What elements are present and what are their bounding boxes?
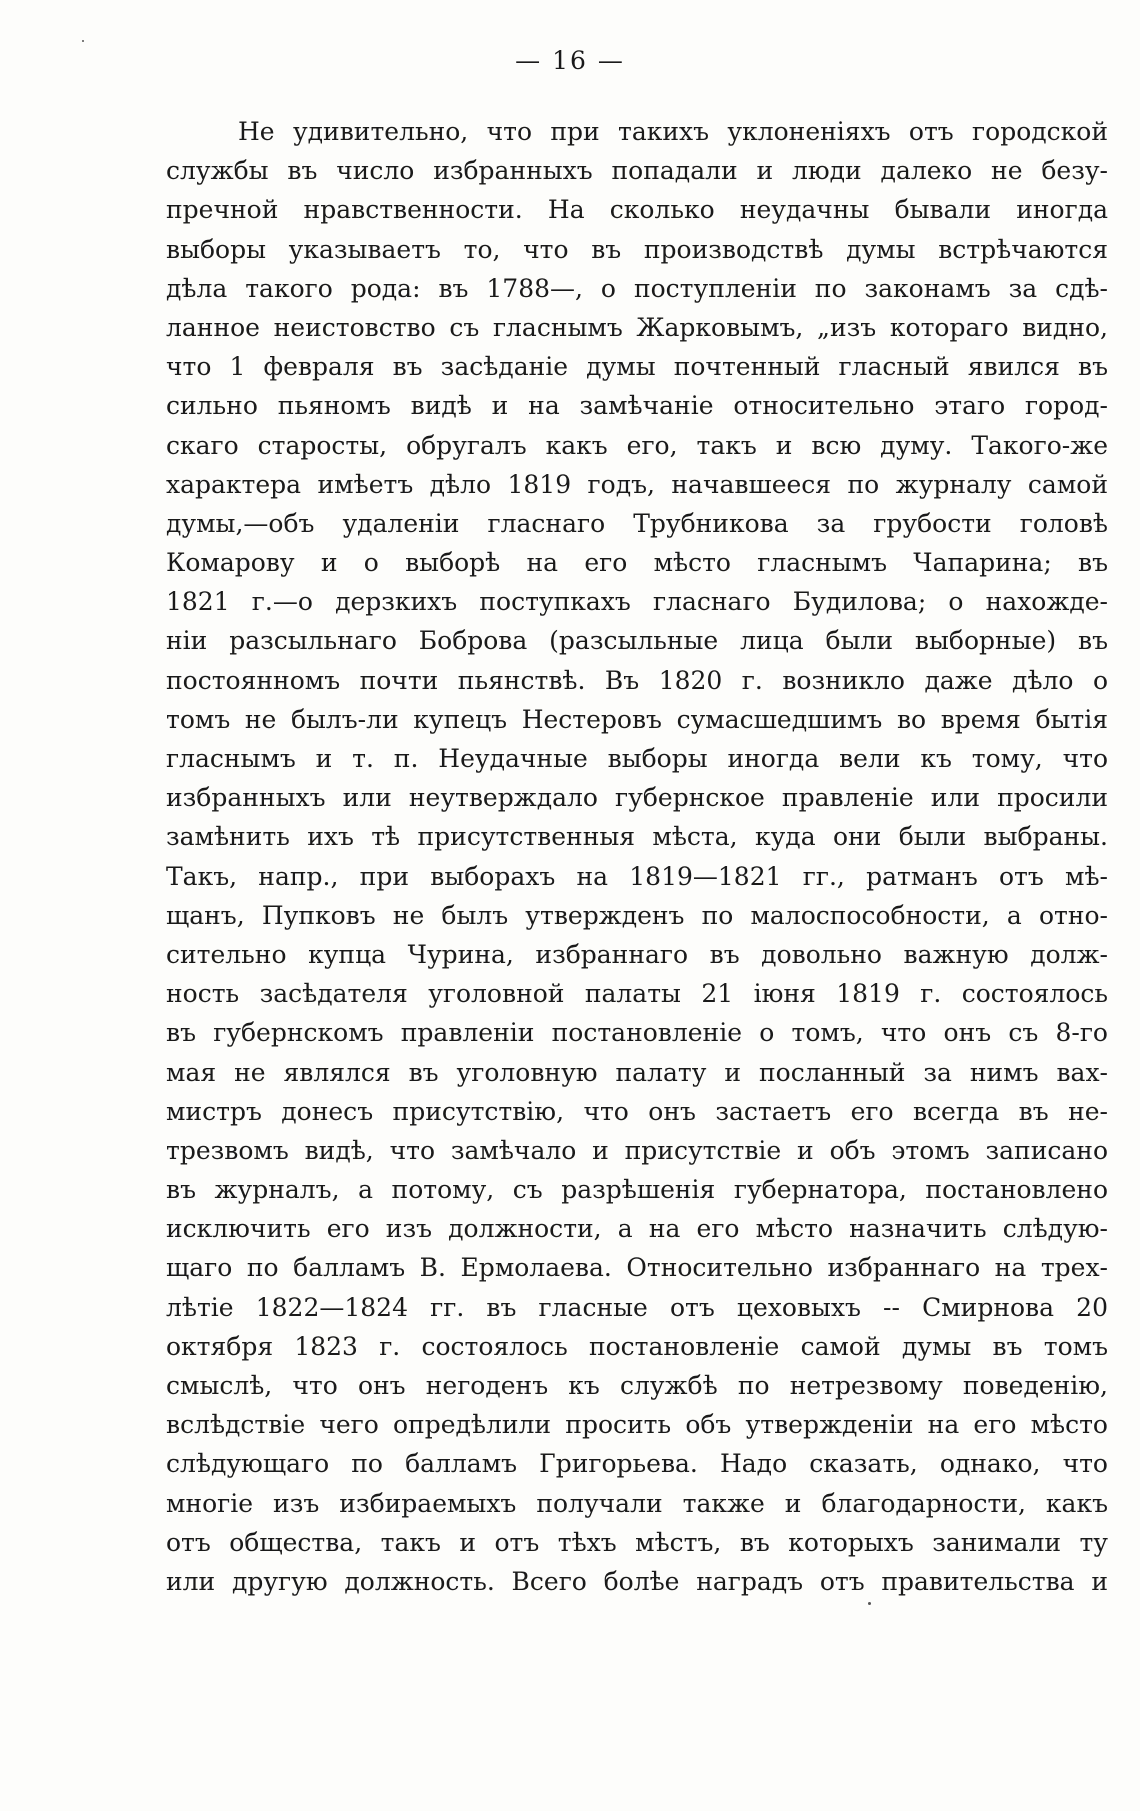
text-line: что 1 февраля въ засѣданіе думы почтенный гласный явился въ xyxy=(166,352,1108,382)
text-line: томъ не былъ-ли купецъ Нестеровъ сумасшедшимъ во время бытія xyxy=(166,704,1108,734)
page-number: — 16 — xyxy=(515,46,625,75)
text-line: въ журналъ, а потому, съ разрѣшенія губернатора, постановлено xyxy=(166,1175,1108,1205)
text-line: исключить его изъ должности, а на его мѣсто назначить слѣдую- xyxy=(166,1214,1108,1244)
text-line: думы,—объ удаленіи гласнаго Трубникова за грубости головѣ xyxy=(166,508,1108,538)
text-line: службы въ число избранныхъ попадали и люди далеко не безу- xyxy=(166,156,1108,186)
text-line: сительно купца Чурина, избраннаго въ довольно важную долж- xyxy=(166,939,1108,969)
text-line: пречной нравственности. На сколько неудачны бывали иногда xyxy=(166,195,1108,225)
text-line: замѣнить ихъ тѣ присутственныя мѣста, куда они были выбраны. xyxy=(166,822,1108,852)
text-line: постоянномъ почти пьянствѣ. Въ 1820 г. возникло даже дѣло о xyxy=(166,665,1108,695)
text-line: сильно пьяномъ видѣ и на замѣчаніе относительно этаго город- xyxy=(166,391,1108,421)
text-line: вслѣдствіе чего опредѣлили просить объ утвержденіи на его мѣсто xyxy=(166,1410,1108,1440)
scan-speck xyxy=(82,40,84,42)
body-text xyxy=(166,112,1108,1601)
text-line: Не удивительно, что при такихъ уклоненіяхъ отъ городской xyxy=(238,117,1108,146)
text-line: избранныхъ или неутверждало губернское правленіе или просили xyxy=(166,783,1108,813)
text-line: выборы указываетъ то, что въ производствѣ думы встрѣчаются xyxy=(166,234,1108,264)
text-line: ланное неистовство съ гласнымъ Жарковымъ, „изъ котораго видно, xyxy=(166,312,1108,342)
text-line: мистръ донесъ присутствію, что онъ застаетъ его всегда въ не- xyxy=(166,1096,1108,1126)
text-line: 1821 г.—о дерзкихъ поступкахъ гласнаго Будилова; о нахожде- xyxy=(166,587,1108,617)
text-line: октября 1823 г. состоялось постановленіе самой думы въ томъ xyxy=(166,1331,1108,1361)
text-line: ніи разсыльнаго Боброва (разсыльные лица были выборные) въ xyxy=(166,626,1108,656)
text-line: слѣдующаго по балламъ Григорьева. Надо сказать, однако, что xyxy=(166,1449,1108,1479)
text-line: лѣтіе 1822—1824 гг. въ гласные отъ цеховыхъ -- Смирнова 20 xyxy=(166,1292,1108,1322)
text-line: щанъ, Пупковъ не былъ утвержденъ по малоспособности, а отно- xyxy=(166,900,1108,930)
text-line: скаго старосты, обругалъ какъ его, такъ и всю думу. Такого-же xyxy=(166,430,1108,460)
text-line: характера имѣетъ дѣло 1819 годъ, начавшееся по журналу самой xyxy=(166,469,1108,499)
text-line: ность засѣдателя уголовной палаты 21 іюня 1819 г. состоялось xyxy=(166,979,1108,1009)
text-line: смыслѣ, что онъ негоденъ къ службѣ по нетрезвому поведенію, xyxy=(166,1371,1108,1400)
text-line: Комарову и о выборѣ на его мѣсто гласнымъ Чапарина; въ xyxy=(166,548,1108,578)
text-line: щаго по балламъ В. Ермолаева. Относительно избраннаго на трех- xyxy=(166,1253,1108,1283)
text-line: гласнымъ и т. п. Неудачные выборы иногда вели къ тому, что xyxy=(166,744,1108,773)
text-line: въ губернскомъ правленіи постановленіе о томъ, что онъ съ 8-го xyxy=(166,1018,1108,1048)
text-line: или другую должность. Всего болѣе наградъ отъ правительства и xyxy=(166,1566,1108,1596)
text-line: Такъ, напр., при выборахъ на 1819—1821 гг., ратманъ отъ мѣ- xyxy=(166,861,1108,891)
text-line: многіе изъ избираемыхъ получали также и благодарности, какъ xyxy=(166,1488,1108,1518)
text-line: мая не являлся въ уголовную палату и посланный за нимъ вах- xyxy=(166,1057,1108,1087)
text-line: трезвомъ видѣ, что замѣчало и присутствіе и объ этомъ записано xyxy=(166,1135,1108,1165)
scan-speck xyxy=(868,1602,871,1605)
text-line: отъ общества, такъ и отъ тѣхъ мѣстъ, въ которыхъ занимали ту xyxy=(166,1527,1108,1557)
text-line: дѣла такого рода: въ 1788—, о поступленіи по законамъ за сдѣ- xyxy=(166,273,1108,303)
